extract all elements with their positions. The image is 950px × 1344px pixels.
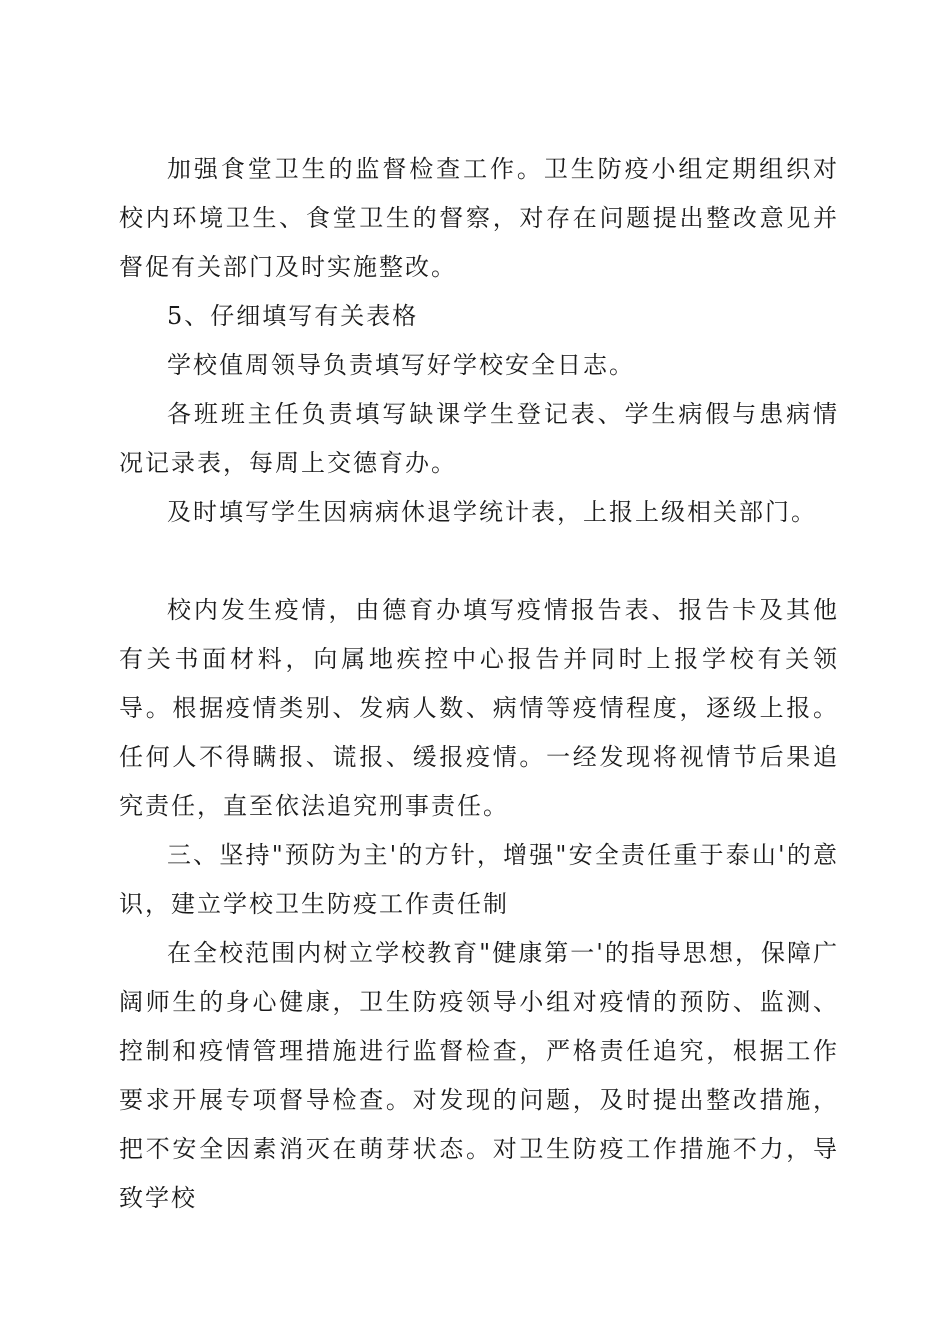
paragraph-epidemic-reporting: 校内发生疫情，由德育办填写疫情报告表、报告卡及其他有关书面材料，向属地疾控中心报告并同时上报学校有关领导。根据疫情类别、发病人数、病情等疫情程度，逐级上报。任何人不得瞒报、谎报、缓报疫情。一经发现将视情节后果追究责任，直至依法追究刑事责任。: [119, 596, 839, 820]
paragraph-absence-records: 各班班主任负责填写缺课学生登记表、学生病假与患病情况记录表，每周上交德育办。: [119, 400, 839, 477]
paragraph-health-first: 在全校范围内树立学校教育"健康第一'的指导思想，保障广阔师生的身心健康，卫生防疫领导小组对疫情的预防、监测、控制和疫情管理措施进行监督检查，严格责任追究，根据工作要求开展专项督导检查。对发现的问题，及时提出整改措施，把不安全因素消灭在萌芽状态。对卫生防疫工作措施不力，导致学校: [119, 939, 839, 1212]
paragraph-canteen-inspection: 加强食堂卫生的监督检查工作。卫生防疫小组定期组织对校内环境卫生、食堂卫生的督察，对存在问题提出整改意见并督促有关部门及时实施整改。: [119, 155, 839, 281]
document-body: [119, 145, 839, 1223]
paragraph-heading-prevention-policy: 三、坚持"预防为主'的方针，增强"安全责任重于泰山'的意识，建立学校卫生防疫工作责任制: [119, 841, 839, 918]
paragraph-heading-forms: 5、仔细填写有关表格: [167, 302, 419, 330]
paragraph-spacer: [119, 537, 839, 586]
paragraph-dropout-statistics: 及时填写学生因病病休退学统计表，上报上级相关部门。: [167, 498, 817, 526]
paragraph-safety-log: 学校值周领导负责填写好学校安全日志。: [167, 351, 635, 379]
